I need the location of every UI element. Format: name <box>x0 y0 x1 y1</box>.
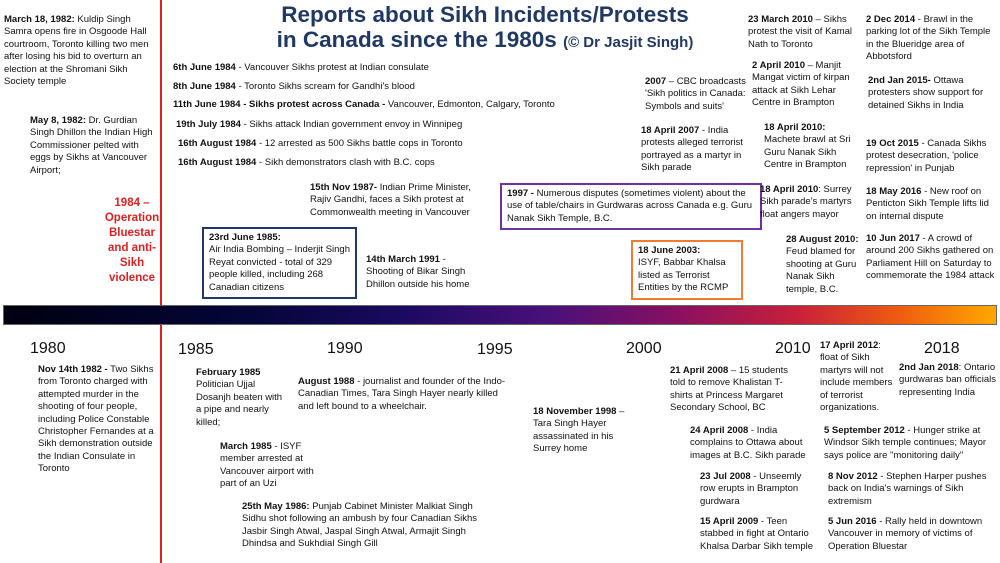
chart-title <box>270 2 700 55</box>
year-label: 1985 <box>178 341 214 358</box>
year-label: 1980 <box>30 340 66 357</box>
event-2007-april: 18 April 2007 - India protests alleged terrorist portrayed as a martyr in Sikh parade <box>641 125 743 174</box>
event-2010-august-28: 28 August 2010: Feud blamed for shooting at Guru Nanak Sikh temple, B.C. <box>786 234 859 295</box>
title-line-2 <box>270 27 700 55</box>
event-2015-oct: 19 Oct 2015 - Canada Sikhs protest desecration, 'police repression' in Punjab <box>866 138 987 174</box>
event-1984-august-16-toronto: 16th August 1984 - 12 arrested as 500 Sikhs battle cops in Toronto <box>178 138 463 149</box>
event-2008-april-24: 24 April 2008 - India complains to Ottawa about images at B.C. Sikh parade <box>690 425 806 461</box>
event-1984-june-8: 8th June 1984 - Toronto Sikhs scream for Gandhi's blood <box>173 81 415 92</box>
event-2010-march-23: 23 March 2010 – Sikhs protest the visit of Kamal Nath to Toronto <box>748 14 853 50</box>
event-2012-nov: 8 Nov 2012 - Stephen Harper pushes back on India's warnings of Sikh extremism <box>828 471 987 507</box>
event-1988-august: August 1988 - journalist and founder of the Indo-Canadian Times, Tara Singh Hayer nearly killed and left bound to a wheelchair. <box>298 376 506 412</box>
event-2009-april-15: 15 April 2009 - Teen stabbed in fight at Ontario Khalsa Darbar Sikh temple <box>700 516 813 552</box>
event-1982-nov: Nov 14th 1982 - Two Sikhs from Toronto charged with attempted murder in the shooting of four people, including Police Constable Christopher Fernandes at a Sikh demonstration outside the Indian Consulate in Toronto <box>38 364 154 475</box>
timeline-bar <box>3 305 997 325</box>
event-1997-box: 1997 - Numerous disputes (sometimes violent) about the use of table/chairs in Gurdwaras across Canada e.g. Guru Nanak Sikh Temple, B.C. <box>500 183 762 230</box>
event-1985-march: March 1985 - ISYF member arrested at Vancouver airport with part of an Uzi <box>220 441 314 490</box>
event-2016-june: 5 Jun 2016 - Rally held in downtown Vancouver in memory of victims of Operation Bluestar <box>828 516 983 552</box>
event-2010-april-2: 2 April 2010 – Manjit Mangat victim of kirpan attack at Sikh Lehar Centre in Brampton <box>752 60 850 109</box>
event-2015-jan: 2nd Jan 2015- Ottawa protesters show support for detained Sikhs in India <box>868 75 984 111</box>
event-1984-july-19: 19th July 1984 - Sikhs attack Indian government envoy in Winnipeg <box>176 119 463 130</box>
event-2003-box: 18 June 2003: ISYF, Babbar Khalsa listed as Terrorist Entities by the RCMP <box>631 240 743 300</box>
event-1984-august-16-bc: 16th August 1984 - Sikh demonstrators clash with B.C. cops <box>178 157 435 168</box>
year-label: 1995 <box>477 341 513 358</box>
event-2008-july-23: 23 Jul 2008 - Unseemly row erupts in Brampton gurdwara <box>700 471 802 507</box>
title-line-1: Reports about Sikh Incidents/Protests <box>281 2 689 27</box>
year-label: 1990 <box>327 340 363 357</box>
event-2012-april-17: 17 April 2012: float of Sikh martyrs will not include members of terrorist organizations. <box>820 340 893 414</box>
copyright-note: (© Dr Jasjit Singh) <box>563 34 694 51</box>
bluestar-label: 1984 – Operation Bluestar and anti-Sikh violence <box>104 197 160 284</box>
event-1984-june-11: 11th June 1984 - Sikhs protest across Canada - Vancouver, Edmonton, Calgary, Toronto <box>173 99 555 110</box>
event-2010-april-18-surrey: 18 April 2010: Surrey Sikh parade's martyrs float angers mayor <box>760 184 852 220</box>
event-2018-jan: 2nd Jan 2018: Ontario gurdwaras ban officials representing India <box>899 362 996 398</box>
event-1985-feb: February 1985 Politician Ujjal Dosanjh beaten with a pipe and nearly killed; <box>196 367 283 428</box>
year-label: 2018 <box>924 340 960 357</box>
year-label: 2010 <box>775 340 811 357</box>
event-2010-april-18-brampton: 18 April 2010: Machete brawl at Sri Guru Nanak Sikh Centre in Brampton <box>764 122 851 171</box>
event-1991-march: 14th March 1991 - Shooting of Bikar Singh Dhillon outside his home <box>366 254 470 290</box>
event-1982-march: March 18, 1982: Kuldip Singh Samra opens fire in Osgoode Hall courtroom, Toronto killing two men after losing his bid to overturn an election at the Shromani Sikh Society temple <box>4 14 149 88</box>
event-1982-may: May 8, 1982: Dr. Gurdian Singh Dhillon the Indian High Commissioner pelted with eggs by Sikhs at Vancouver Airport; <box>30 115 153 176</box>
event-2014-dec: 2 Dec 2014 - Brawl in the parking lot of the Sikh Temple in the Blueridge area of Abbotsford <box>866 14 991 63</box>
event-1984-june-6: 6th June 1984 - Vancouver Sikhs protest at Indian consulate <box>173 62 429 73</box>
event-1986-may: 25th May 1986: Punjab Cabinet Minister Malkiat Singh Sidhu shot following an ambush by four Canadian Sikhs Jasbir Singh Atwal, Jaspal Singh Atwal, Armajit Singh Dhindsa and Sukhdial Singh Gill <box>242 501 478 550</box>
title-line-2-text: in Canada since the 1980s <box>276 27 557 52</box>
bluestar-marker-line <box>160 0 162 563</box>
event-2016-may: 18 May 2016 - New roof on Penticton Sikh Temple lifts lid on internal dispute <box>866 186 989 222</box>
event-1985-air-india-box: 23rd June 1985: Air India Bombing – Inderjit Singh Reyat convicted - total of 329 people killed, including 268 Canadian citizens <box>202 227 357 299</box>
event-2012-sept: 5 September 2012 - Hunger strike at Windsor Sikh temple continues; Mayor says police are "monitoring daily" <box>824 425 987 461</box>
event-2007-cbc: 2007 – CBC broadcasts 'Sikh politics in Canada: Symbols and suits' <box>645 76 746 112</box>
year-label: 2000 <box>626 340 662 357</box>
event-2008-april-21: 21 April 2008 – 15 students told to remove Khalistan T-shirts at Princess Margaret Secondary School, BC <box>670 365 788 414</box>
event-1987-nov: 15th Nov 1987- Indian Prime Minister, Rajiv Gandhi, faces a Sikh protest at Commonwealth meeting in Vancouver <box>310 182 472 218</box>
event-1998-nov: 18 November 1998 – Tara Singh Hayer assassinated in his Surrey home <box>533 406 625 455</box>
event-2017-june: 10 Jun 2017 - A crowd of around 200 Sikhs gathered on Parliament Hill on Saturday to commemorate the 1984 attack <box>866 233 995 282</box>
